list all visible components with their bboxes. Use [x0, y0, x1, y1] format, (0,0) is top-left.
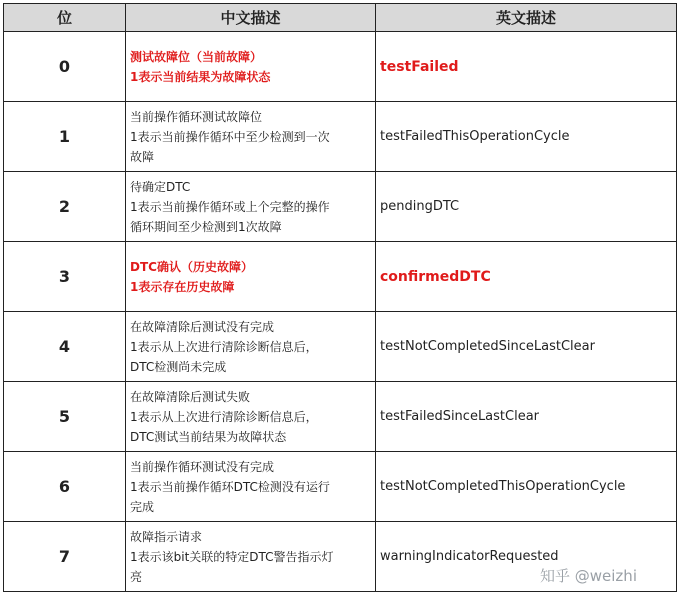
cn-description-cell: [126, 32, 376, 102]
cn-description-line: DTC确认（历史故障）: [130, 259, 253, 274]
bit-cell: 0: [4, 32, 126, 102]
table-row: [4, 172, 677, 242]
bit-cell: 5: [4, 382, 126, 452]
table-row: [4, 32, 677, 102]
table-row: [4, 102, 677, 172]
cn-description-line: DTC检测尚未完成: [130, 359, 227, 374]
table-row: [4, 312, 677, 382]
header-bit: 位: [4, 4, 126, 32]
cn-description-line: 1表示当前操作循环或上个完整的操作: [130, 199, 330, 214]
header-en: 英文描述: [376, 4, 677, 32]
cn-description-line: 故障指示请求: [130, 529, 203, 544]
en-description-cell: testFailedThisOperationCycle: [376, 102, 677, 172]
cn-description-line: 当前操作循环测试没有完成: [130, 459, 275, 474]
en-description-cell: testFailed: [376, 32, 677, 102]
cn-description-line: 1表示存在历史故障: [130, 279, 235, 294]
en-description-cell: confirmedDTC: [376, 242, 677, 312]
cn-description-line: 待确定DTC: [130, 179, 191, 194]
cn-description-line: 1表示从上次进行清除诊断信息后，: [130, 339, 318, 354]
cn-description-line: 故障: [130, 149, 155, 164]
bit-cell: 7: [4, 522, 126, 592]
en-description-cell: testNotCompletedSinceLastClear: [376, 312, 677, 382]
cn-description-cell: [126, 312, 376, 382]
bit-cell: 6: [4, 452, 126, 522]
cn-description-cell: [126, 172, 376, 242]
cn-description-line: 完成: [130, 499, 155, 514]
cn-description-line: 1表示当前操作循环DTC检测没有运行: [130, 479, 330, 494]
cn-description-line: 测试故障位（当前故障）: [130, 49, 263, 64]
en-description-cell: testNotCompletedThisOperationCycle: [376, 452, 677, 522]
header-cn: 中文描述: [126, 4, 376, 32]
cn-description-line: 亮: [130, 569, 143, 584]
cn-description-line: 当前操作循环测试故障位: [130, 109, 263, 124]
table-row: [4, 452, 677, 522]
table-row: [4, 382, 677, 452]
cn-description-cell: [126, 242, 376, 312]
cn-description-cell: [126, 452, 376, 522]
table-row: [4, 242, 677, 312]
dtc-status-table: [3, 3, 677, 592]
cn-description-line: 在故障清除后测试没有完成: [130, 319, 275, 334]
cn-description-cell: [126, 522, 376, 592]
cn-description-line: 1表示当前操作循环中至少检测到一次: [130, 129, 330, 144]
watermark: 知乎 @weizhi: [540, 567, 637, 585]
en-description-cell: warningIndicatorRequested: [376, 522, 677, 592]
cn-description-line: 1表示从上次进行清除诊断信息后，: [130, 409, 318, 424]
cn-description-line: 在故障清除后测试失败: [130, 389, 251, 404]
cn-description-cell: [126, 102, 376, 172]
en-description-cell: testFailedSinceLastClear: [376, 382, 677, 452]
bit-cell: 4: [4, 312, 126, 382]
bit-cell: 2: [4, 172, 126, 242]
cn-description-line: 循环期间至少检测到1次故障: [130, 219, 282, 234]
table-header-row: [4, 4, 677, 32]
bit-cell: 3: [4, 242, 126, 312]
cn-description-line: DTC测试当前结果为故障状态: [130, 429, 287, 444]
en-description-cell: pendingDTC: [376, 172, 677, 242]
cn-description-line: 1表示当前结果为故障状态: [130, 69, 271, 84]
cn-description-line: 1表示该bit关联的特定DTC警告指示灯: [130, 549, 334, 564]
cn-description-cell: [126, 382, 376, 452]
bit-cell: 1: [4, 102, 126, 172]
